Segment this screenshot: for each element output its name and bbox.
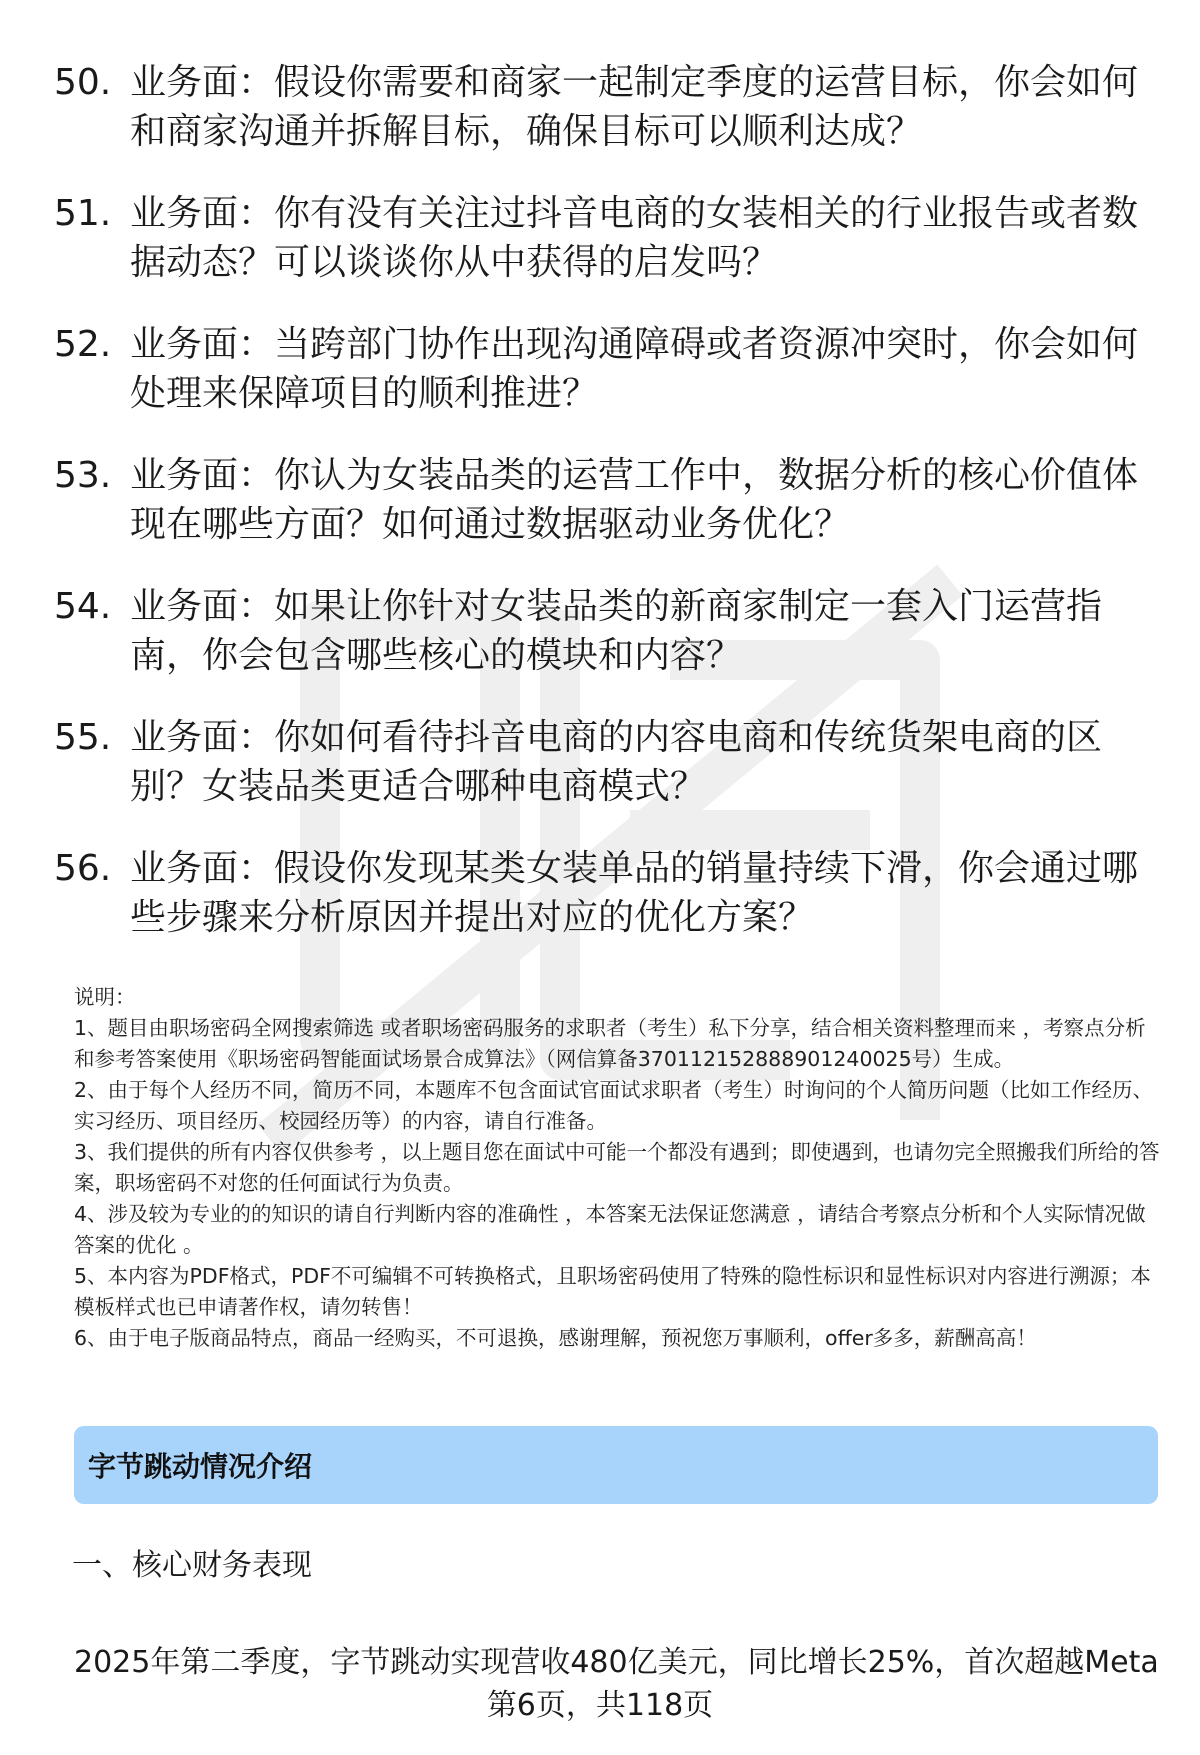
notes-title: 说明： xyxy=(74,985,136,1009)
question-item xyxy=(54,189,1144,287)
question-number: 56. xyxy=(54,848,112,889)
question-list xyxy=(54,58,1144,975)
body-paragraph: 2025年第二季度，字节跳动实现营收480亿美元，同比增长25%，首次超越Meta xyxy=(74,1645,1159,1680)
question-text: 业务面：你如何看待抖音电商的内容电商和传统货架电商的区别？女装品类更适合哪种电商模式？ xyxy=(130,717,1103,807)
question-number: 51. xyxy=(54,193,112,234)
question-item xyxy=(54,844,1144,942)
question-text: 业务面：当跨部门协作出现沟通障碍或者资源冲突时，你会如何处理来保障项目的顺利推进？ xyxy=(130,324,1139,414)
section-heading: 一、核心财务表现 xyxy=(72,1548,312,1583)
note-item: 5、本内容为PDF格式，PDF不可编辑不可转换格式，且职场密码使用了特殊的隐性标识和显性标识对内容进行溯源；本模板样式也已申请著作权，请勿转售！ xyxy=(74,1264,1151,1319)
question-number: 55. xyxy=(54,717,112,758)
note-item: 4、涉及较为专业的的知识的请自行判断内容的准确性 ，本答案无法保证您满意 ，请结合考察点分析和个人实际情况做答案的优化 。 xyxy=(74,1202,1146,1257)
question-text: 业务面：假设你发现某类女装单品的销量持续下滑，你会通过哪些步骤来分析原因并提出对应的优化方案？ xyxy=(130,848,1139,938)
question-number: 50. xyxy=(54,62,112,103)
question-number: 52. xyxy=(54,324,112,365)
question-item xyxy=(54,320,1144,418)
banner-title: 字节跳动情况介绍 xyxy=(88,1450,313,1483)
question-text: 业务面：如果让你针对女装品类的新商家制定一套入门运营指南，你会包含哪些核心的模块和内容？ xyxy=(130,586,1103,676)
question-text: 业务面：假设你需要和商家一起制定季度的运营目标，你会如何和商家沟通并拆解目标，确保目标可以顺利达成？ xyxy=(130,62,1139,152)
question-item xyxy=(54,582,1144,680)
question-text: 业务面：你认为女装品类的运营工作中，数据分析的核心价值体现在哪些方面？如何通过数据驱动业务优化？ xyxy=(130,455,1139,545)
question-item xyxy=(54,58,1144,156)
page-footer: 第6页，共118页 xyxy=(486,1688,714,1723)
section-banner xyxy=(74,1426,1158,1504)
question-text: 业务面：你有没有关注过抖音电商的女装相关的行业报告或者数据动态？可以谈谈你从中获得的启发吗？ xyxy=(130,193,1139,283)
note-item: 2、由于每个人经历不同，简历不同，本题库不包含面试官面试求职者（考生）时询问的个人简历问题（比如工作经历、实习经历、项目经历、校园经历等）的内容，请自行准备。 xyxy=(74,1078,1154,1133)
note-item: 1、题目由职场密码全网搜索筛选 或者职场密码服务的求职者（考生）私下分享，结合相关资料整理而来 ，考察点分析和参考答案使用《职场密码智能面试场景合成算法》（网信算备370112152888901240025号）生成。 xyxy=(74,1016,1146,1071)
note-item: 3、我们提供的所有内容仅供参考 ，以上题目您在面试中可能一个都没有遇到；即使遇到，也请勿完全照搬我们所给的答案，职场密码不对您的任何面试行为负责。 xyxy=(74,1140,1160,1195)
notes-section xyxy=(74,982,1164,1354)
question-item xyxy=(54,713,1144,811)
question-number: 53. xyxy=(54,455,112,496)
question-item xyxy=(54,451,1144,549)
note-item: 6、由于电子版商品特点，商品一经购买，不可退换，感谢理解，预祝您万事顺利，offer多多，薪酬高高！ xyxy=(74,1326,1037,1350)
question-number: 54. xyxy=(54,586,112,627)
